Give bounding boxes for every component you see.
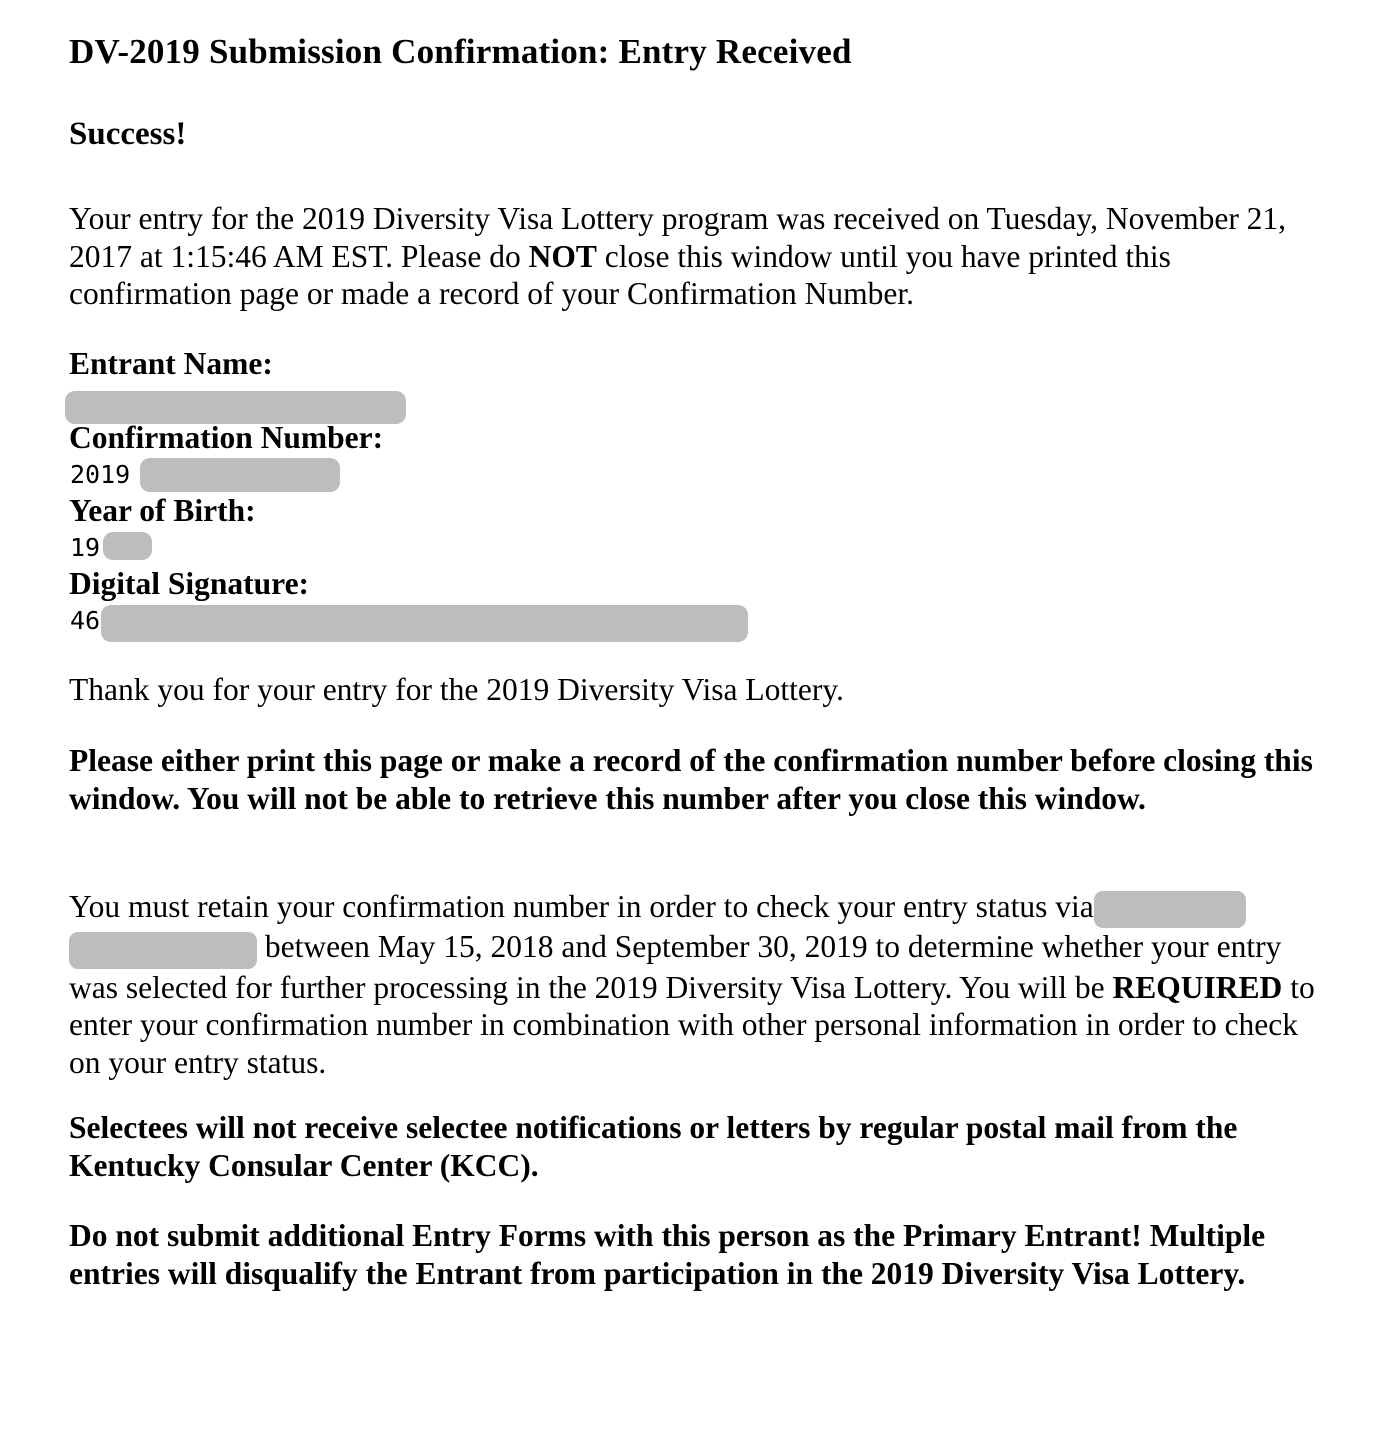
digital-signature-label: Digital Signature: <box>69 566 310 601</box>
confirmation-number-redaction <box>140 458 340 492</box>
intro-paragraph <box>69 200 1319 313</box>
print-notice: Please either print this page or make a record of the confirmation number before closing this window. You will not be able to retrieve this number after you close this window. <box>69 743 1313 816</box>
intro-emphasis: NOT <box>528 238 597 274</box>
multiple-entries-warning: Do not submit additional Entry Forms with this person as the Primary Entrant! Multiple entries will disqualify the Entrant from participation in the 2019 Diversity Visa Lottery. <box>69 1218 1266 1291</box>
thank-you-text: Thank you for your entry for the 2019 Diversity Visa Lottery. <box>69 672 844 707</box>
year-of-birth-redaction <box>103 532 152 560</box>
status-link-redaction-continued <box>69 932 257 969</box>
retain-text-end: to enter your confirmation number in combination with other personal information in order to check on your entry status. <box>69 969 1315 1080</box>
year-of-birth-value: 19 <box>70 533 101 562</box>
retain-emphasis: REQUIRED <box>1112 969 1283 1005</box>
year-of-birth-label: Year of Birth: <box>69 493 256 528</box>
retain-paragraph <box>69 888 1319 1081</box>
digital-signature-redaction <box>101 605 748 642</box>
retain-text-middle: between May 15, 2018 and September 30, 2019 to determine whether your entry was selected for further processing in the 2019 Diversity Visa Lottery. You will be <box>69 929 1282 1005</box>
retain-text-start: You must retain your confirmation number in order to check your entry status via <box>69 889 1094 924</box>
intro-text-start: Your entry for the 2019 Diversity Visa Lottery program was received on Tuesday, November 21, 2017 at 1:15:46 AM EST. Please do <box>69 201 1287 274</box>
intro-text-end: close this window until you have printed this confirmation page or made a record of your Confirmation Number. <box>69 238 1171 311</box>
selectees-notice: Selectees will not receive selectee notifications or letters by regular postal mail from the Kentucky Consular Center (KCC). <box>69 1110 1238 1183</box>
success-heading: Success! <box>69 116 187 152</box>
confirmation-number-value: 2019 <box>70 460 131 489</box>
status-link-redaction <box>1094 891 1246 928</box>
entrant-name-label: Entrant Name: <box>69 346 273 381</box>
digital-signature-value: 46 <box>70 606 101 635</box>
page-title: DV-2019 Submission Confirmation: Entry Received <box>69 32 852 71</box>
confirmation-number-label: Confirmation Number: <box>69 420 384 455</box>
